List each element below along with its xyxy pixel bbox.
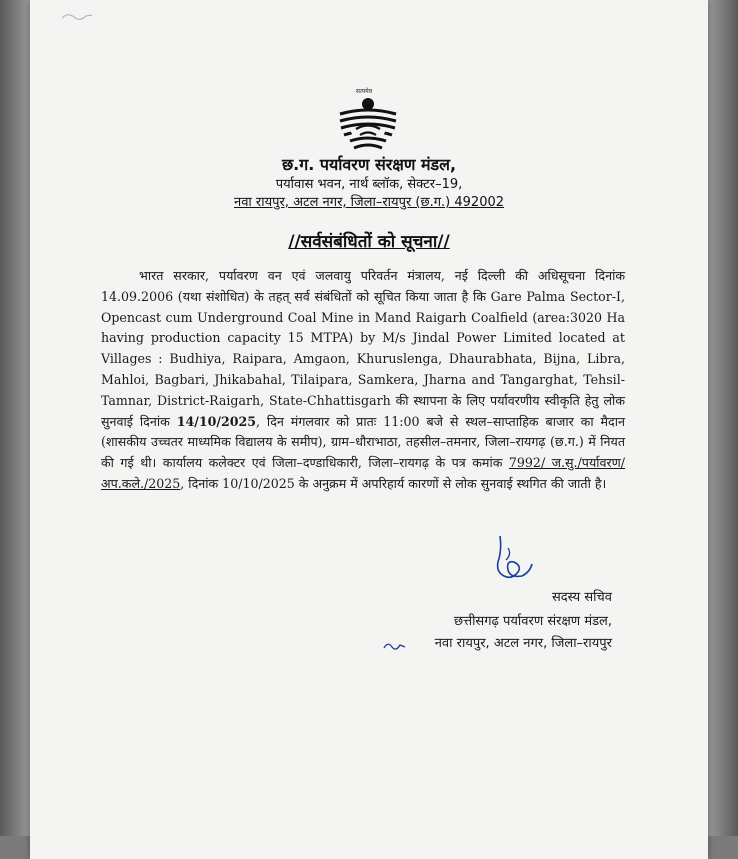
background-right-edge <box>708 0 738 859</box>
notice-body-part-2: , दिन मंगलवार को प्रातः 11:00 बजे से स्थल–साप्ताहिक बाजार का मैदान (शासकीय उच्चतर माध्यमिक विद्यालय के समीप), ग्राम–धौराभाठा, तहसील–तमनार, जिला–रायगढ़ (छ.ग.) में नियत की गई थी। कार्यालय कलेक्टर एवं जिला–दण्डाधिकारी, जिला–रायगढ़ के पत्र कमांक <box>101 413 625 471</box>
pencil-scratch-mark <box>60 10 94 22</box>
notice-body-part-3: , दिनांक 10/10/2025 के अनुक्रम में अपरिहार्य कारणों से लोक सुनवाई स्थगित की जाती है। <box>180 475 607 491</box>
office-name: छ.ग. पर्यावरण संरक्षण मंडल, <box>281 155 457 174</box>
signatory-address: नवा रायपुर, अटल नगर, जिला–रायपुर <box>434 636 612 651</box>
handwritten-signature <box>478 532 536 584</box>
hearing-date: 14/10/2025 <box>176 413 256 429</box>
notice-title: //सर्वसंबंधितों को सूचना// <box>288 232 450 252</box>
board-logo-icon <box>336 94 400 154</box>
office-address-line-1: पर्यावास भवन, नार्थ ब्लॉक, सेक्टर–19, <box>275 177 463 192</box>
initial-mark <box>382 639 406 653</box>
signatory-designation: सदस्य सचिव <box>551 590 612 605</box>
signatory-office: छत्तीसगढ़ पर्यावरण संरक्षण मंडल, <box>453 614 612 629</box>
notice-body-part-1: भारत सरकार, पर्यावरण वन एवं जलवायु परिवर्तन मंत्रालय, नई दिल्ली की अधिसूचना दिनांक 14.09.2006 (यथा संशोधित) के तहत् सर्व संबंधितों को सूचित किया जाता है कि Gare Palma Sector-I, Opencast cum Underground Coal Mine in Mand Raigarh Coalfield (area:3020 Ha having production capacity 15 MTPA) by M/s Jindal Power Limited located at Villages : Budhiya, Raipara, Amgaon, Khuruslenga, Dhaurabhata, Bijna, Libra, Mahloi, Bagbari, Jhikabahal, Tilaipara, Samkera, Jharna and Tangarghat, Tehsil-Tamnar, District-Raigarh, State-Chhattisgarh की स्थापना के लिए पर्यावरणीय स्वीकृति हेतु लोक सुनवाई दिनांक <box>101 268 625 429</box>
background-left-edge <box>0 0 30 859</box>
logo-caption: सत्यमेव <box>355 88 373 95</box>
letter-number: 7992/ ज.सु./पर्यावरण/अप.कले./2025 <box>101 455 626 491</box>
office-address-line-2: नवा रायपुर, अटल नगर, जिला–रायपुर (छ.ग.) 492002 <box>233 195 505 210</box>
notice-body <box>101 266 625 495</box>
